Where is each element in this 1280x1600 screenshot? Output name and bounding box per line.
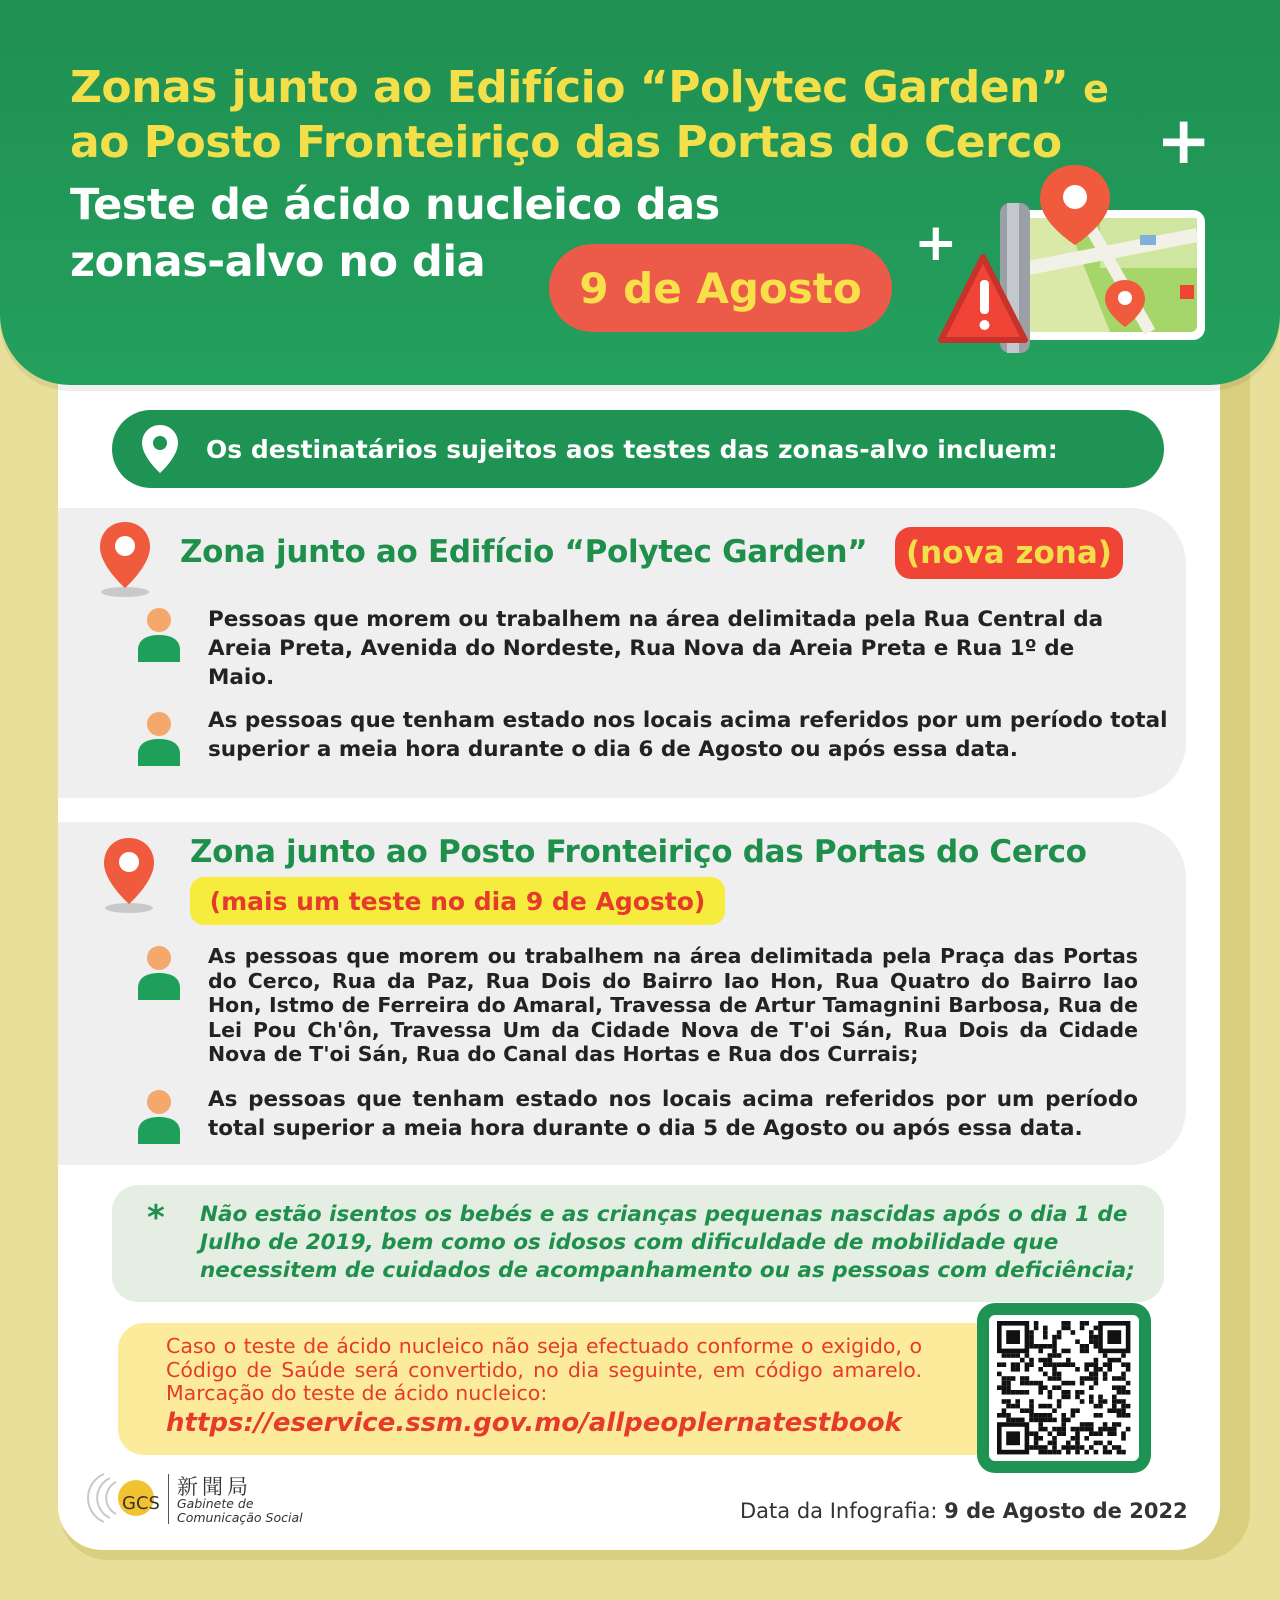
booking-link[interactable]: https://eservice.ssm.gov.mo/allpeoplernatestbook xyxy=(166,1408,902,1438)
extra-test-badge: (mais um teste no dia 9 de Agosto) xyxy=(190,877,725,925)
new-zone-badge: (nova zona) xyxy=(895,527,1123,579)
zone-item: As pessoas que tenham estado nos locais acima referidos por um período total superior a meia hora durante o dia 5 de Agosto ou após essa data. xyxy=(208,1087,1138,1141)
org-name-line1: Gabinete de xyxy=(177,1496,254,1511)
org-name xyxy=(177,1497,303,1525)
header-subtitle-line2: zonas-alvo no dia xyxy=(70,237,486,287)
zone-title: Zona junto ao Posto Fronteiriço das Portas do Cerco xyxy=(190,834,1087,870)
person-icon xyxy=(136,606,182,662)
org-name-line2: Comunicação Social xyxy=(177,1510,303,1525)
infographic-date xyxy=(740,1499,1188,1523)
logo-divider xyxy=(168,1474,169,1524)
header-subtitle-line1: Teste de ácido nucleico das xyxy=(70,180,720,230)
plus-icon: + xyxy=(1156,102,1212,179)
qr-code[interactable] xyxy=(989,1315,1139,1461)
intro-banner xyxy=(112,410,1164,488)
zone-title: Zona junto ao Edifício “Polytec Garden” xyxy=(180,534,868,570)
plus-icon: + xyxy=(914,213,958,273)
date-value: 9 de Agosto de 2022 xyxy=(944,1499,1188,1523)
map-pin-icon xyxy=(102,838,156,914)
map-pin-icon xyxy=(98,522,152,598)
star-icon: * xyxy=(147,1198,165,1238)
intro-text: Os destinatários sujeitos aos testes das zonas-alvo incluem: xyxy=(206,434,1058,464)
header-title-line1: Zonas junto ao Edifício “Polytec Garden” e xyxy=(70,62,1109,113)
person-icon xyxy=(136,710,182,766)
zone-item: Pessoas que morem ou trabalhem na área delimitada pela Rua Central da Areia Preta, Avenida do Nordeste, Rua Nova da Areia Preta e Rua 1º de Maio. xyxy=(208,607,1104,690)
date-label: Data da Infografia: xyxy=(740,1499,938,1523)
qr-code-icon xyxy=(989,1315,1139,1461)
header-title-line2: ao Posto Fronteiriço das Portas do Cerco xyxy=(70,117,1062,168)
location-pin-icon xyxy=(142,425,178,473)
org-chinese-name: 新聞局 xyxy=(177,1475,252,1499)
exemption-note-text: Não estão isentos os bebés e as crianças pequenas nascidas após o dia 1 de Julho de 2019, bem como os idosos com dificuldade de mobilidade que necessitem de cuidados de acompanhamento ou as pessoas com deficiência; xyxy=(200,1202,1135,1283)
zone-item: As pessoas que morem ou trabalhem na área delimitada pela Praça das Portas do Cerco, Rua da Paz, Rua Dois do Bairro Iao Hon, Rua Quatro do Bairro Iao Hon, Istmo de Ferreira do Amaral, Travessa de Artur Tamagnini Barbosa, Rua de Lei Pou Ch'ôn, Travessa Um da Cidade Nova de T'oi Sán, Rua Dois da Cidade Nova de T'oi Sán, Rua do Canal das Hortas e Rua dos Currais; xyxy=(208,944,1138,1066)
person-icon xyxy=(136,1088,182,1144)
map-warning-icon xyxy=(935,165,1215,365)
date-badge: 9 de Agosto xyxy=(549,244,892,332)
gcs-logo-letters: GCS xyxy=(122,1493,160,1514)
warning-text: Caso o teste de ácido nucleico não seja efectuado conforme o exigido, o Código de Saúde será convertido, no dia seguinte, em código amarelo. Marcação do teste de ácido nucleico: xyxy=(166,1334,922,1405)
zone-item: As pessoas que tenham estado nos locais acima referidos por um período total superior a meia hora durante o dia 6 de Agosto ou após essa data. xyxy=(208,708,1168,762)
person-icon xyxy=(136,944,182,1000)
gcs-logo xyxy=(86,1468,166,1528)
